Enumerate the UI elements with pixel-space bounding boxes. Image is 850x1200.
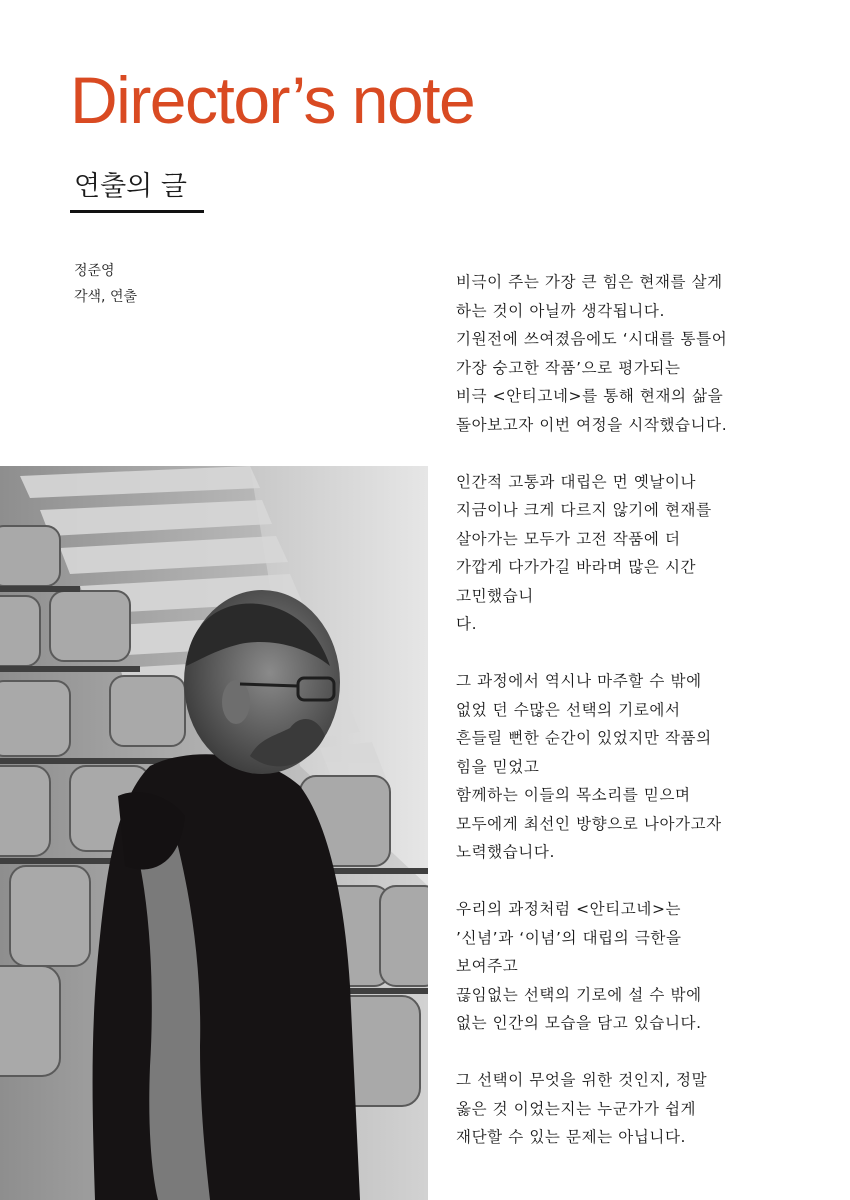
- note-paragraph: [456, 1066, 836, 1152]
- note-line: 없는 인간의 모습을 담고 있습니다.: [456, 1014, 702, 1032]
- note-line: 기원전에 쓰여졌음에도 ‘시대를 통틀어: [456, 330, 728, 348]
- note-paragraph: [456, 895, 836, 1038]
- page-subtitle: 연출의 글: [74, 171, 187, 202]
- note-line: 돌아보고자 이번 여정을 시작했습니다.: [456, 415, 728, 434]
- note-line: 재단할 수 있는 문제는 아닙니다.: [456, 1128, 687, 1146]
- credit-block: [74, 258, 137, 310]
- note-line: 옳은 것 이었는지는 누군가가 쉽게: [456, 1099, 697, 1118]
- director-name: 정준영: [74, 263, 115, 279]
- subtitle-underline: [70, 210, 204, 213]
- note-body: [456, 268, 836, 1180]
- note-line: 다.: [456, 615, 478, 633]
- note-line: 없었 던 수많은 선택의 기로에서: [456, 700, 681, 719]
- note-paragraph: [456, 268, 836, 439]
- note-line: 우리의 과정처럼 <안티고네>는: [456, 900, 682, 918]
- note-paragraph: [456, 468, 836, 639]
- note-line: 모두에게 최선인 방향으로 나아가고자: [456, 814, 722, 833]
- note-paragraph: [456, 667, 836, 867]
- note-line: 흔들릴 뻔한 순간이 있었지만 작품의: [456, 729, 712, 747]
- note-line: 인간적 고통과 대립은 먼 옛날이나: [456, 472, 697, 491]
- note-line: 지금이나 크게 다르지 않기에 현재를: [456, 501, 712, 519]
- note-line: 노력했습니다.: [456, 843, 555, 861]
- note-line: 하는 것이 아닐까 생각됩니다.: [456, 301, 665, 320]
- note-line: 끊임없는 선택의 기로에 설 수 밖에: [456, 985, 702, 1004]
- note-line: 힘을 믿었고: [456, 757, 540, 776]
- note-line: 살아가는 모두가 고전 작품에 더: [456, 529, 681, 548]
- note-line: 비극이 주는 가장 큰 힘은 현재를 살게: [456, 273, 723, 291]
- note-line: 가깝게 다가가길 바라며 많은 시간: [456, 558, 697, 576]
- note-line: 보여주고: [456, 957, 519, 975]
- page-title: Director’s note: [70, 63, 475, 137]
- note-line: 그 과정에서 역시나 마주할 수 밖에: [456, 672, 702, 690]
- director-role: 각색, 연출: [74, 289, 137, 305]
- director-portrait-photo: [0, 466, 428, 1200]
- note-line: 고민했습니: [456, 586, 534, 605]
- note-line: 비극 <안티고네>를 통해 현재의 삶을: [456, 387, 724, 405]
- note-line: 함께하는 이들의 목소리를 믿으며: [456, 786, 691, 804]
- portrait-illustration: [0, 466, 428, 1200]
- note-line: 가장 숭고한 작품’으로 평가되는: [456, 358, 681, 377]
- note-line: ’신념’과 ‘이념’의 대립의 극한을: [456, 928, 682, 947]
- note-line: 그 선택이 무엇을 위한 것인지, 정말: [456, 1071, 708, 1089]
